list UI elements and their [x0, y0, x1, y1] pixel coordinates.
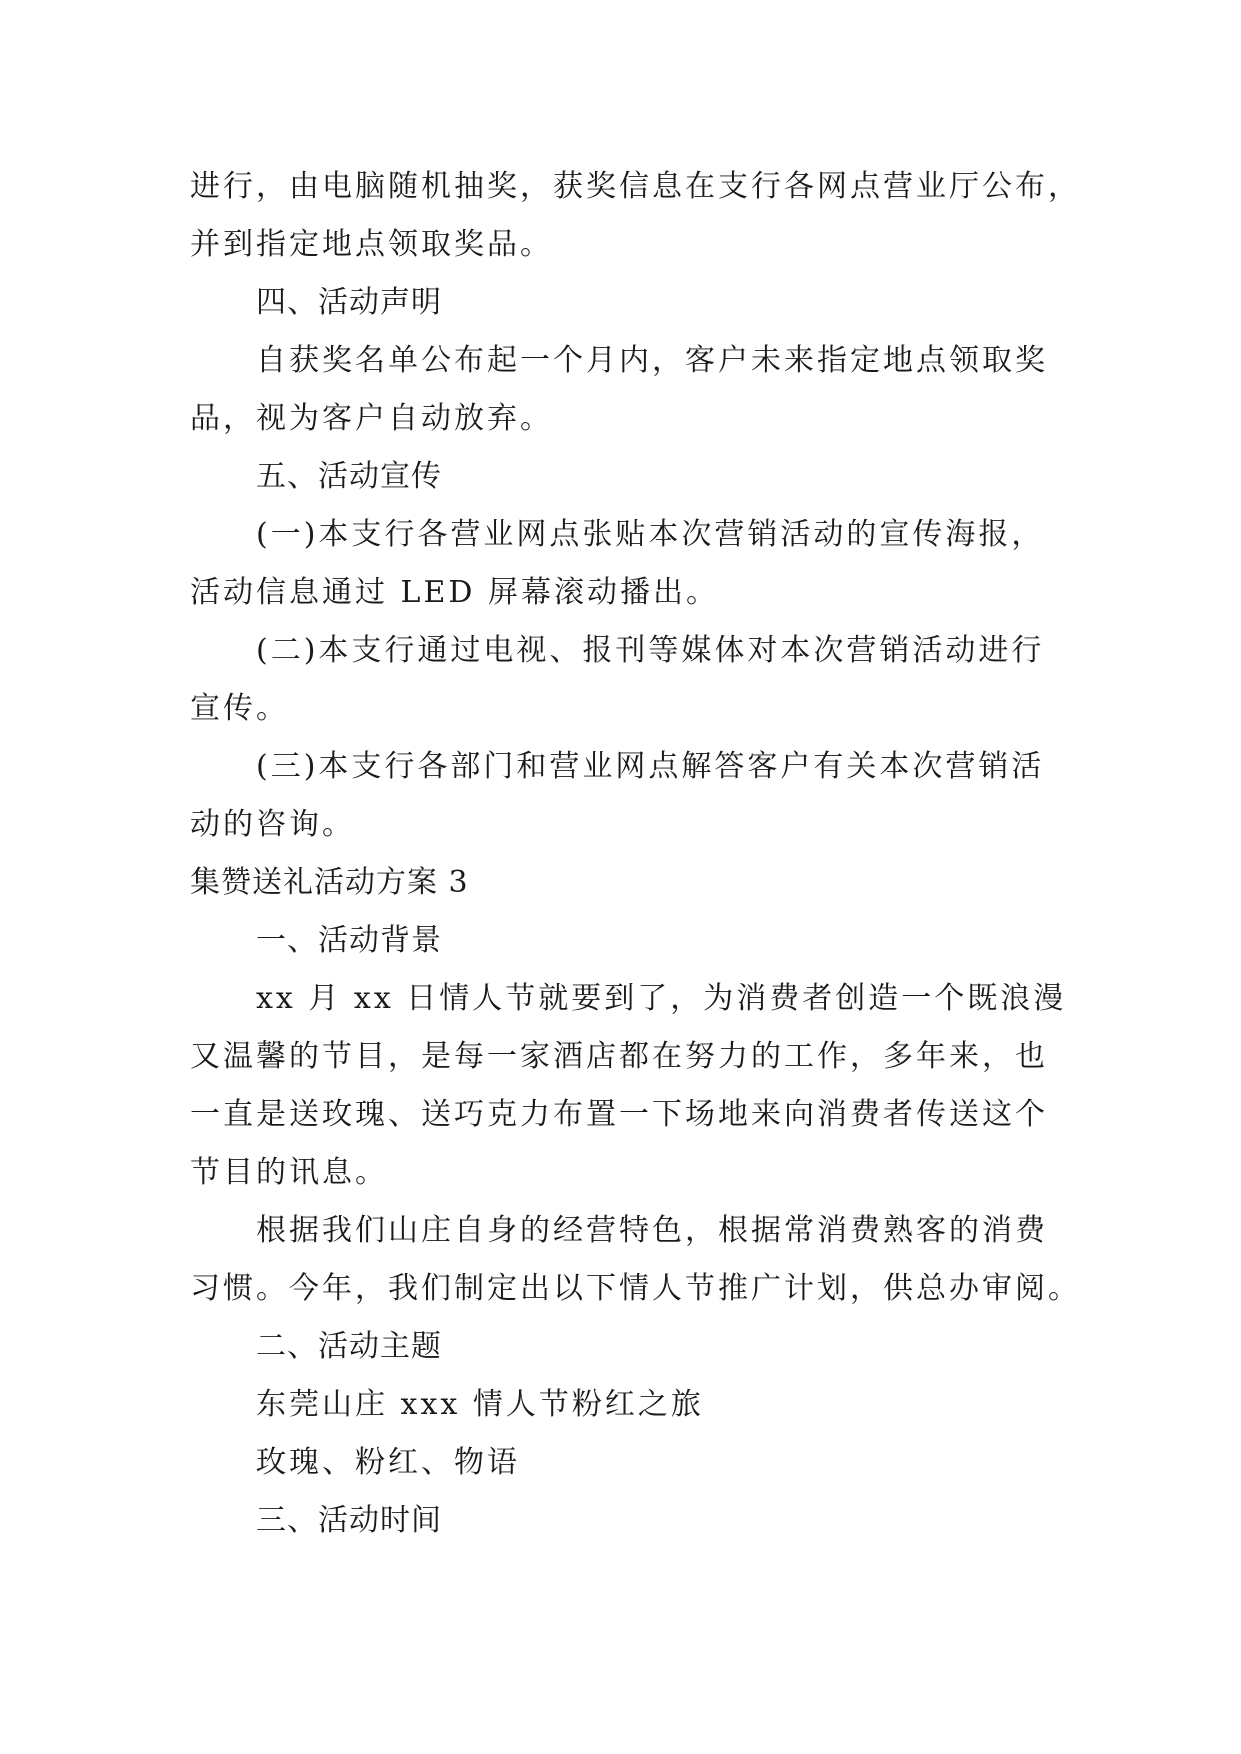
section-heading: 五、活动宣传 — [256, 459, 442, 494]
text-line: 根据我们山庄自身的经营特色，根据常消费熟客的消费 — [256, 1213, 1048, 1248]
text-line: 并到指定地点领取奖品。 — [190, 227, 553, 262]
text-line: 自获奖名单公布起一个月内，客户未来指定地点领取奖 — [256, 343, 1048, 378]
text-line: 一直是送玫瑰、送巧克力布置一下场地来向消费者传送这个 — [190, 1097, 1048, 1132]
section-heading: 四、活动声明 — [256, 285, 442, 320]
text-line: 活动信息通过 LED 屏幕滚动播出。 — [190, 575, 719, 610]
text-line: (二)本支行通过电视、报刊等媒体对本次营销活动进行 — [256, 633, 1045, 668]
text-line: 动的咨询。 — [190, 807, 355, 842]
document-title: 集赞送礼活动方案 3 — [190, 865, 469, 900]
section-heading: 三、活动时间 — [256, 1503, 442, 1538]
text-line: (三)本支行各部门和营业网点解答客户有关本次营销活 — [256, 749, 1045, 784]
document-page — [190, 158, 1081, 1550]
text-line: 东莞山庄 xxx 情人节粉红之旅 — [256, 1387, 704, 1422]
text-line: xx 月 xx 日情人节就要到了，为消费者创造一个既浪漫 — [256, 981, 1067, 1016]
text-line: 玫瑰、粉红、物语 — [256, 1445, 520, 1480]
text-line: 节目的讯息。 — [190, 1155, 388, 1190]
section-heading: 二、活动主题 — [256, 1329, 442, 1364]
text-line: 习惯。今年，我们制定出以下情人节推广计划，供总办审阅。 — [190, 1271, 1081, 1306]
text-line: 品，视为客户自动放弃。 — [190, 401, 553, 436]
text-line: 宣传。 — [190, 691, 289, 726]
text-line: (一)本支行各营业网点张贴本次营销活动的宣传海报， — [256, 517, 1045, 552]
section-heading: 一、活动背景 — [256, 923, 442, 958]
text-line: 又温馨的节目，是每一家酒店都在努力的工作，多年来，也 — [190, 1039, 1048, 1074]
text-line: 进行，由电脑随机抽奖，获奖信息在支行各网点营业厅公布， — [190, 169, 1081, 204]
